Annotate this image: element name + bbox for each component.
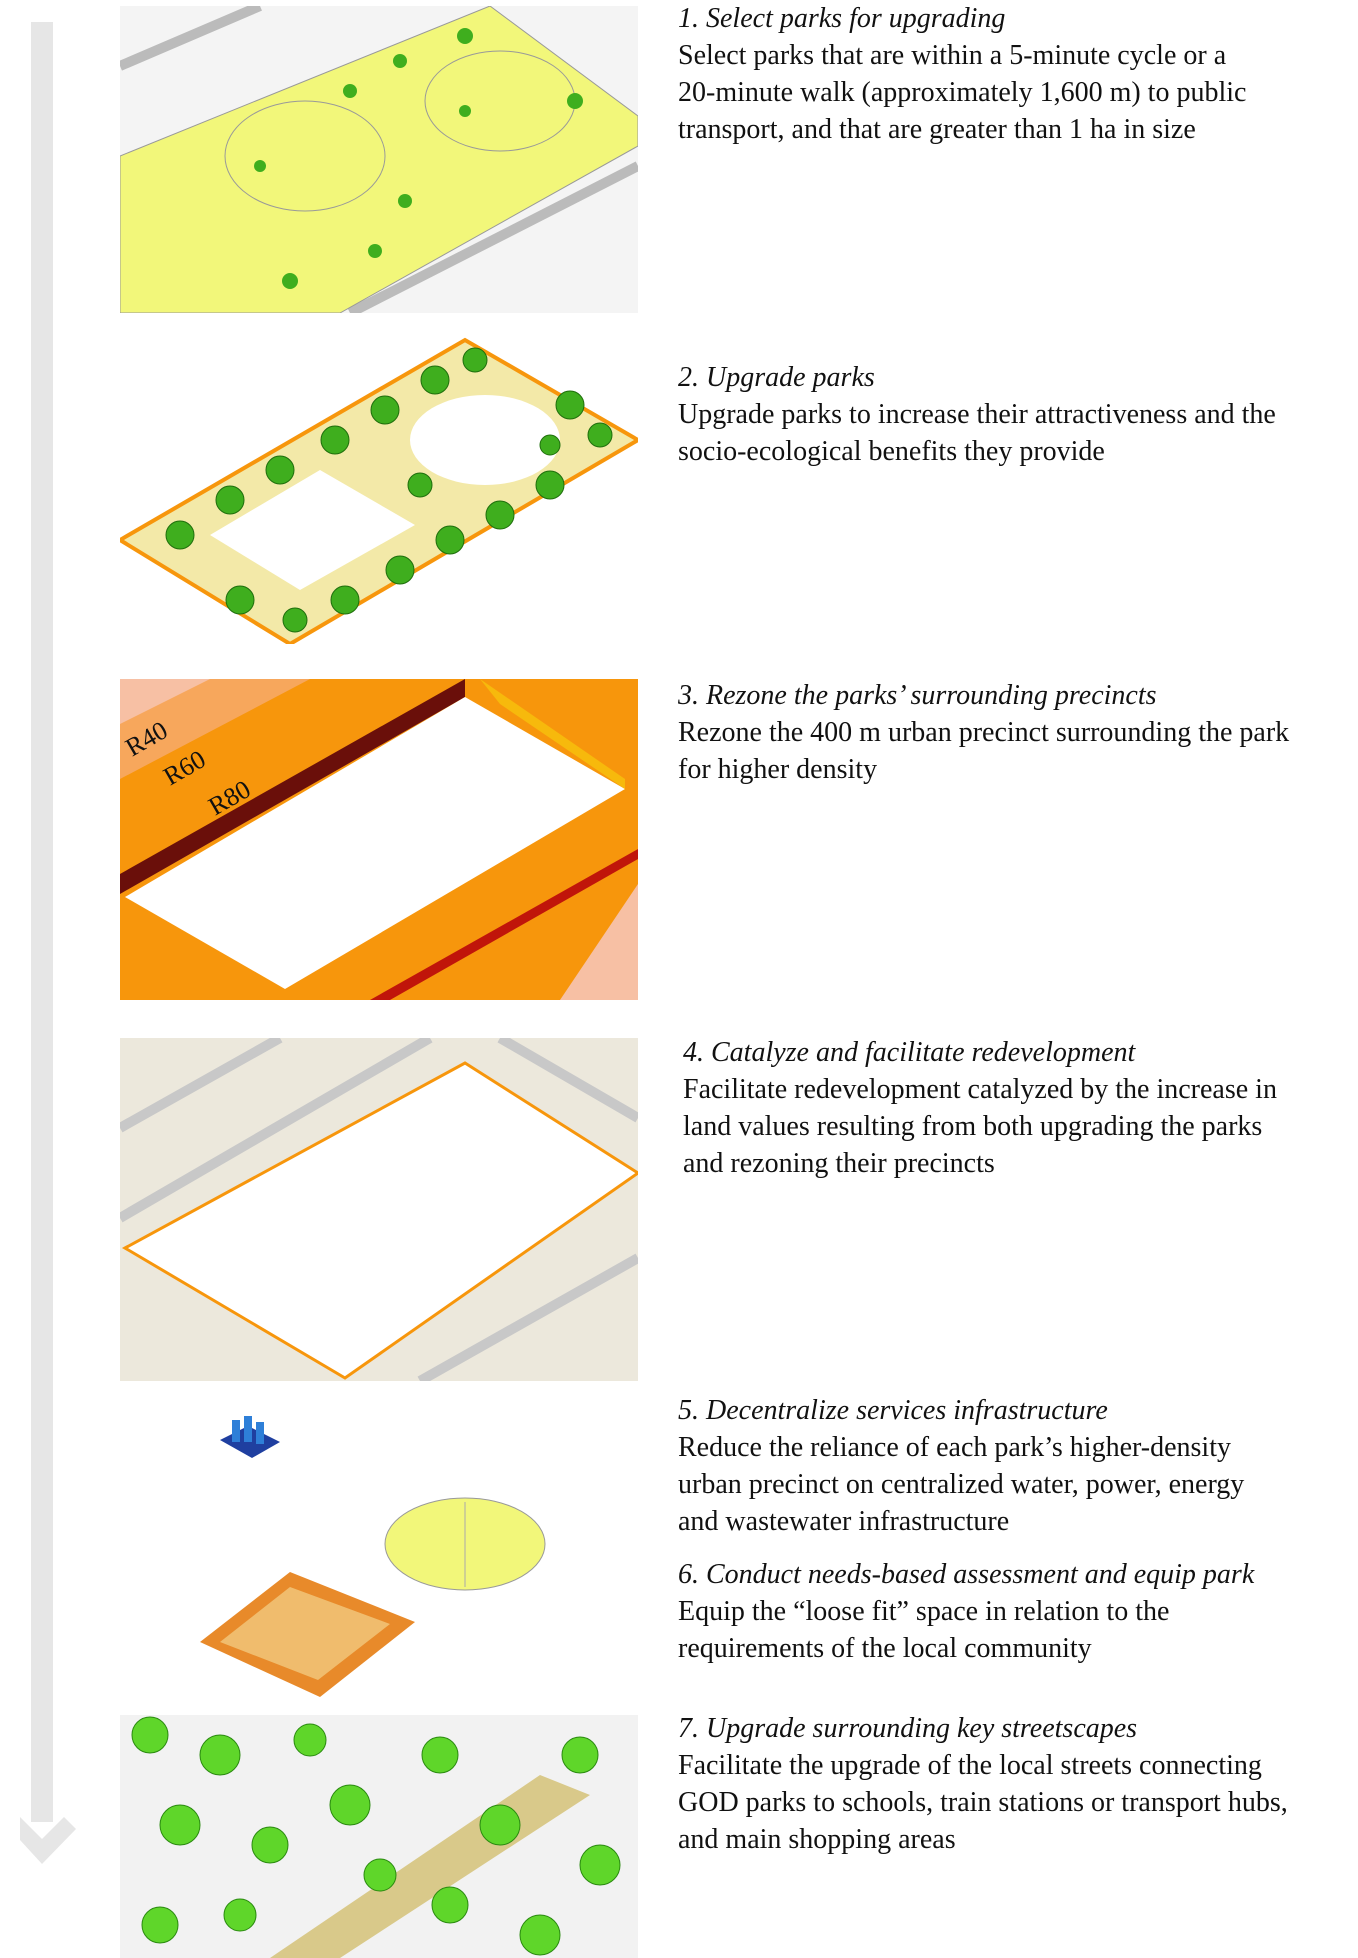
step-description-line: Facilitate redevelopment catalyzed by the increase in	[683, 1074, 1277, 1105]
park-selection-illustration	[120, 6, 638, 313]
rezoning-illustration	[120, 679, 638, 1000]
step-title: 1. Select parks for upgrading	[678, 3, 1006, 34]
streetscape-illustration	[120, 1715, 638, 1958]
step-description-line: and wastewater infrastructure	[678, 1506, 1010, 1537]
step-5	[678, 1392, 1358, 1540]
park-upgrade-illustration	[120, 335, 638, 644]
infrastructure-module-icon	[220, 1416, 280, 1458]
step-title: 3. Rezone the parks’ surrounding precincts	[678, 680, 1157, 711]
step-description-line: urban precinct on centralized water, power, energy	[678, 1469, 1245, 1500]
step-description-line: 20-minute walk (approximately 1,600 m) to public	[678, 77, 1247, 108]
step-description-line: requirements of the local community	[678, 1633, 1092, 1664]
infrastructure-and-equipment-illustration	[120, 1412, 638, 1702]
step-description-line: transport, and that are greater than 1 ha in size	[678, 114, 1196, 145]
step-description-line: and main shopping areas	[678, 1824, 956, 1855]
redevelopment-illustration	[120, 1038, 638, 1381]
process-flow-arrow	[20, 22, 76, 1882]
step-3	[678, 677, 1358, 788]
step-title: 4. Catalyze and facilitate redevelopment	[683, 1037, 1136, 1068]
zoning-label-r40: R40	[120, 715, 173, 763]
step-description-line: Upgrade parks to increase their attractiveness and the	[678, 399, 1276, 430]
step-4	[683, 1034, 1358, 1182]
step-title: 6. Conduct needs-based assessment and equip park	[678, 1559, 1255, 1590]
step-description-line: Reduce the reliance of each park’s higher-density	[678, 1432, 1231, 1463]
step-description-line: socio-ecological benefits they provide	[678, 436, 1105, 467]
step-1	[678, 0, 1358, 148]
step-description-line: Equip the “loose fit” space in relation to the	[678, 1596, 1170, 1627]
step-description-line: Select parks that are within a 5-minute cycle or a	[678, 40, 1227, 71]
step-title: 2. Upgrade parks	[678, 362, 875, 393]
step-2	[678, 359, 1358, 470]
step-description-line: Rezone the 400 m urban precinct surrounding the park	[678, 717, 1290, 748]
step-title: 7. Upgrade surrounding key streetscapes	[678, 1713, 1138, 1744]
step-description-line: for higher density	[678, 754, 878, 785]
step-description-line: Facilitate the upgrade of the local streets connecting	[678, 1750, 1262, 1781]
zoning-label-r60: R60	[158, 744, 211, 792]
step-description-line: GOD parks to schools, train stations or transport hubs,	[678, 1787, 1288, 1818]
zoning-label-r80: R80	[203, 774, 256, 822]
step-description-line: and rezoning their precincts	[683, 1148, 995, 1179]
step-6	[678, 1556, 1358, 1667]
step-description-line: land values resulting from both upgrading the parks	[683, 1111, 1263, 1142]
step-7	[678, 1710, 1358, 1858]
step-title: 5. Decentralize services infrastructure	[678, 1395, 1108, 1426]
